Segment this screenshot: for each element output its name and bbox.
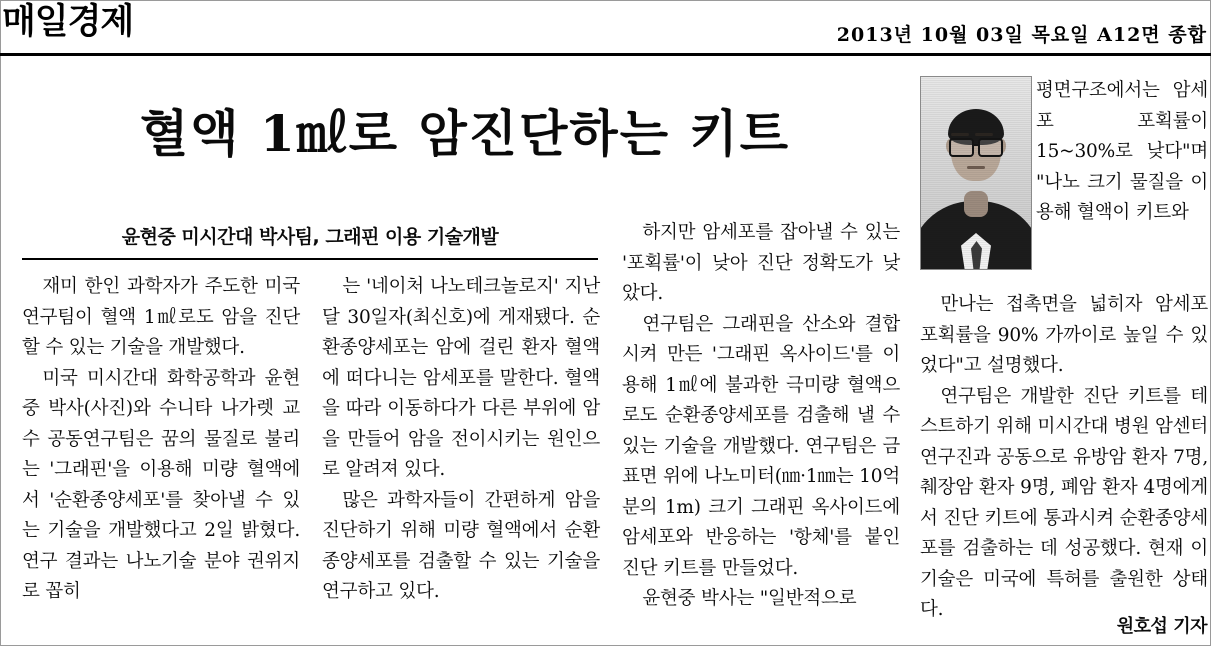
article-column-1 bbox=[22, 272, 300, 608]
paragraph: 미국 미시간대 화학공학과 윤현중 박사(사진)와 수니타 나가렛 교수 공동연구팀은 꿈의 물질로 불리는 '그래핀'을 이용해 미량 혈액에서 '순환종양세포'를 찾아낼 수 있는 기술을 개발했다고 2일 밝혔다. 연구 결과는 나노기술 분야 권위지로 꼽히 bbox=[22, 367, 300, 602]
paragraph: 재미 한인 과학자가 주도한 미국 연구팀이 혈액 1㎖로도 암을 진단할 수 있는 기술을 개발했다. bbox=[22, 276, 300, 358]
paragraph: 평면구조에서는 암세포 포획률이 15~30%로 낮다"며 "나노 크기 물질을 이용해 혈액이 키트와 bbox=[1036, 80, 1208, 223]
masthead bbox=[0, 0, 1211, 58]
masthead-divider bbox=[0, 53, 1211, 56]
photo-halftone-grain bbox=[921, 77, 1031, 269]
subheadline-divider bbox=[22, 258, 598, 260]
article-headline: 혈액 1㎖로 암진단하는 키트 bbox=[139, 104, 790, 163]
article-column-4-wrap bbox=[1036, 76, 1208, 229]
author-portrait-photo bbox=[920, 76, 1032, 270]
paragraph: 많은 과학자들이 간편하게 암을 진단하기 위해 미량 혈액에서 순환종양세포를 검출할 수 있는 기술을 연구하고 있다. bbox=[322, 489, 600, 602]
issue-date-line: 2013년 10월 03일 목요일 A12면 종합 bbox=[836, 24, 1207, 46]
paragraph: 연구팀은 개발한 진단 키트를 테스트하기 위해 미시간대 병원 암센터 연구진과 공동으로 유방암 환자 7명, 췌장암 환자 9명, 폐암 환자 4명에게서 진단 키트에 통과시켜 순환종양세포를 검출하는 데 성공했다. 현재 이 기술은 미국에 특허를 출원한 상태다. bbox=[920, 385, 1208, 620]
article-byline: 원호섭 기자 bbox=[1116, 616, 1207, 637]
paragraph: 는 '네이처 나노테크놀로지' 지난달 30일자(최신호)에 게재됐다. 순환종양세포는 암에 걸린 환자 혈액에 떠다니는 암세포를 말한다. 혈액을 따라 이동하다가 다른 부위에 암을 만들어 암을 전이시키는 원인으로 알려져 있다. bbox=[322, 276, 600, 480]
paragraph: 연구팀은 그래핀을 산소와 결합시켜 만든 '그래핀 옥사이드'를 이용해 1㎖에 불과한 극미량 혈액으로도 순환종양세포를 검출해 낼 수 있는 기술을 개발했다. 연구팀은 금 표면 위에 나노미터(㎚·1㎚는 10억분의 1m) 크기 그래핀 옥사이드에 암세포와 반응하는 '항체'를 붙인 진단 키트를 만들었다. bbox=[622, 313, 900, 579]
paragraph: 하지만 암세포를 잡아낼 수 있는 '포획률'이 낮아 진단 정확도가 낮았다. bbox=[622, 222, 900, 304]
paragraph: 윤현중 박사는 "일반적으로 bbox=[642, 588, 857, 609]
article-column-4 bbox=[920, 290, 1208, 626]
newspaper-logo: 매일경제 bbox=[2, 2, 134, 42]
article-subheadline: 윤현중 미시간대 박사팀, 그래핀 이용 기술개발 bbox=[121, 226, 499, 248]
paragraph: 만나는 접촉면을 넓히자 암세포 포획률을 90% 가까이로 높일 수 있었다"고 설명했다. bbox=[920, 294, 1208, 376]
article-column-2 bbox=[322, 272, 600, 608]
article-column-3 bbox=[622, 218, 900, 615]
